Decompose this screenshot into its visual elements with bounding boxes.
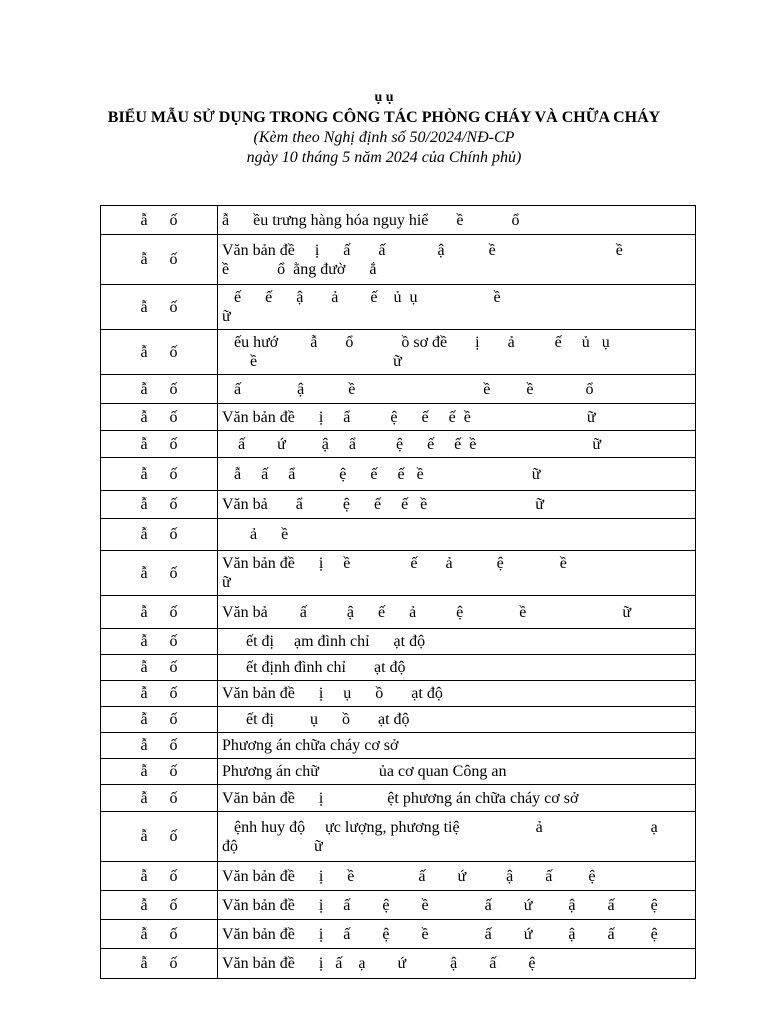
form-name-line: ấ ứ ậ ẩ ệ ế ế ề ữ bbox=[222, 435, 602, 453]
form-name-line: Văn bả ẩ ệ ế ế ề ữ bbox=[222, 496, 544, 513]
table-row bbox=[101, 629, 696, 655]
form-name-line: Văn bản đề ị ề ấ ứ ậ ấ ệ bbox=[222, 867, 596, 885]
form-name-line: ấ ậ ề ề ề ổ bbox=[222, 380, 594, 398]
form-name-line: Văn bản đề ị ấ ạ ứ ậ ấ ệ bbox=[222, 955, 536, 972]
table-row bbox=[101, 920, 696, 949]
page-subtitle-decree: (Kèm theo Nghị định số 50/2024/NĐ-CP bbox=[253, 129, 515, 146]
form-name-line: ếu hướ ẫ ổ ồ sơ đề ị ả ế ủ ụ bbox=[222, 334, 610, 351]
form-code-number: ố bbox=[169, 633, 178, 650]
form-name-line: Văn bản đề ị ụ ồ ạt độ bbox=[222, 685, 443, 702]
form-name-cell bbox=[218, 862, 696, 891]
form-code-prefix: ẫ bbox=[140, 867, 148, 885]
form-code-cell bbox=[101, 375, 218, 404]
form-code-number: ố bbox=[169, 659, 178, 676]
form-code-cell bbox=[101, 891, 218, 920]
form-code-prefix: ẫ bbox=[140, 343, 148, 361]
form-name-line: ữ bbox=[222, 308, 231, 325]
form-code-number: ố bbox=[169, 298, 178, 316]
form-name-cell bbox=[218, 707, 696, 733]
form-code-number: ố bbox=[169, 925, 178, 943]
form-name-line: ết đị ạm đình chỉ ạt độ bbox=[222, 633, 426, 650]
form-code-prefix: ẫ bbox=[140, 603, 148, 621]
form-code-prefix: ẫ bbox=[140, 711, 148, 728]
form-code-cell bbox=[101, 551, 218, 596]
table-row bbox=[101, 235, 696, 285]
form-code-cell bbox=[101, 235, 218, 285]
form-code-number: ố bbox=[169, 408, 178, 426]
form-code-cell bbox=[101, 491, 218, 519]
form-name-cell bbox=[218, 551, 696, 596]
page-title: BIỂU MẪU SỬ DỤNG TRONG CÔNG TÁC PHÒNG CHÁY VÀ CHỮA CHÁY bbox=[107, 109, 661, 126]
form-name-line: Văn bản đề ị ề ế ả ệ ề bbox=[222, 555, 567, 572]
form-code-number: ố bbox=[169, 251, 178, 268]
form-code-cell bbox=[101, 681, 218, 707]
form-name-cell bbox=[218, 655, 696, 681]
form-code-prefix: ẫ bbox=[140, 526, 148, 543]
table-row bbox=[101, 431, 696, 458]
form-name-line: Phương án chữ ủa cơ quan Công an bbox=[222, 763, 507, 780]
form-name-cell bbox=[218, 785, 696, 812]
form-code-prefix: ẫ bbox=[140, 251, 148, 268]
form-name-line: ả ề bbox=[222, 526, 289, 543]
form-name-line: ế ế ậ ả ế ủ ụ ề bbox=[222, 289, 501, 306]
form-name-cell bbox=[218, 629, 696, 655]
form-code-number: ố bbox=[169, 564, 178, 582]
form-code-number: ố bbox=[169, 955, 178, 972]
form-code-number: ố bbox=[169, 685, 178, 702]
form-code-cell bbox=[101, 285, 218, 330]
form-code-prefix: ẫ bbox=[140, 298, 148, 316]
form-name-line: Văn bả ấ ậ ế ả ệ ề ữ bbox=[222, 603, 632, 621]
form-code-number: ố bbox=[169, 343, 178, 361]
table-row bbox=[101, 891, 696, 920]
form-name-line: ề ữ bbox=[222, 353, 402, 370]
form-name-cell bbox=[218, 519, 696, 551]
form-code-cell bbox=[101, 629, 218, 655]
form-code-prefix: ẫ bbox=[140, 955, 148, 972]
form-name-cell bbox=[218, 681, 696, 707]
forms-table-body bbox=[101, 206, 696, 979]
table-row bbox=[101, 551, 696, 596]
form-name-line: Văn bản đề ị ấ ấ ậ ề ề bbox=[222, 241, 623, 259]
form-code-number: ố bbox=[169, 211, 178, 229]
table-row bbox=[101, 375, 696, 404]
form-code-number: ố bbox=[169, 896, 178, 914]
table-row bbox=[101, 949, 696, 979]
form-code-cell bbox=[101, 920, 218, 949]
form-code-number: ố bbox=[169, 465, 178, 483]
form-name-cell bbox=[218, 458, 696, 491]
form-name-line: ề ổ ằng đườ ắ bbox=[222, 260, 377, 278]
form-code-cell bbox=[101, 655, 218, 681]
form-code-number: ố bbox=[169, 763, 178, 780]
form-code-cell bbox=[101, 707, 218, 733]
form-code-number: ố bbox=[169, 603, 178, 621]
form-code-prefix: ẫ bbox=[140, 408, 148, 426]
page-subtitle-date: ngày 10 tháng 5 năm 2024 của Chính phủ) bbox=[246, 149, 522, 166]
form-name-line: Phương án chữa cháy cơ sở bbox=[222, 737, 399, 754]
form-code-prefix: ẫ bbox=[140, 828, 148, 845]
form-code-number: ố bbox=[169, 435, 178, 453]
form-name-cell bbox=[218, 375, 696, 404]
form-name-line: ệnh huy độ ực lượng, phương tiệ ả ạ bbox=[222, 818, 658, 836]
form-name-cell bbox=[218, 330, 696, 375]
form-code-cell bbox=[101, 330, 218, 375]
form-name-line: Văn bản đề ị ấ ệ ề ấ ứ ậ ấ ệ bbox=[222, 925, 658, 943]
form-name-cell bbox=[218, 206, 696, 235]
form-code-cell bbox=[101, 519, 218, 551]
form-name-line: Văn bản đề ị ẩ ệ ế ế ề ữ bbox=[222, 408, 596, 426]
forms-table bbox=[100, 205, 696, 979]
form-name-cell bbox=[218, 920, 696, 949]
form-name-cell bbox=[218, 431, 696, 458]
form-name-line: Văn bản đề ị ấ ệ ề ấ ứ ậ ấ ệ bbox=[222, 896, 658, 914]
form-code-number: ố bbox=[169, 380, 178, 398]
form-name-cell bbox=[218, 891, 696, 920]
table-row bbox=[101, 733, 696, 759]
table-row bbox=[101, 812, 696, 862]
table-row bbox=[101, 285, 696, 330]
form-name-cell bbox=[218, 812, 696, 862]
form-code-prefix: ẫ bbox=[140, 737, 148, 754]
form-name-line: độ ữ bbox=[222, 837, 323, 855]
form-code-cell bbox=[101, 596, 218, 629]
form-code-prefix: ẫ bbox=[140, 564, 148, 582]
form-code-prefix: ẫ bbox=[140, 896, 148, 914]
form-name-cell bbox=[218, 596, 696, 629]
form-code-cell bbox=[101, 949, 218, 979]
form-code-prefix: ẫ bbox=[140, 496, 148, 513]
form-code-cell bbox=[101, 812, 218, 862]
form-code-number: ố bbox=[169, 867, 178, 885]
form-code-prefix: ẫ bbox=[140, 925, 148, 943]
form-code-number: ố bbox=[169, 526, 178, 543]
form-name-line: ết định đình chỉ ạt độ bbox=[222, 659, 406, 676]
table-row bbox=[101, 759, 696, 785]
form-code-cell bbox=[101, 862, 218, 891]
table-row bbox=[101, 681, 696, 707]
form-name-cell bbox=[218, 759, 696, 785]
form-code-prefix: ẫ bbox=[140, 465, 148, 483]
header-small-line: ụ ụ bbox=[374, 90, 394, 105]
form-code-prefix: ẫ bbox=[140, 435, 148, 453]
table-row bbox=[101, 596, 696, 629]
form-name-cell bbox=[218, 404, 696, 431]
table-row bbox=[101, 862, 696, 891]
form-name-cell bbox=[218, 491, 696, 519]
form-name-line: ữ bbox=[222, 574, 231, 591]
form-name-line: ết đị ụ ồ ạt độ bbox=[222, 711, 410, 728]
table-row bbox=[101, 785, 696, 812]
form-name-cell bbox=[218, 235, 696, 285]
form-code-prefix: ẫ bbox=[140, 211, 148, 229]
form-code-cell bbox=[101, 785, 218, 812]
form-code-prefix: ẫ bbox=[140, 763, 148, 780]
form-code-cell bbox=[101, 759, 218, 785]
form-code-prefix: ẫ bbox=[140, 685, 148, 702]
form-code-cell bbox=[101, 404, 218, 431]
form-code-number: ố bbox=[169, 737, 178, 754]
form-code-number: ố bbox=[169, 711, 178, 728]
form-name-line: ẫ ều trưng hàng hóa nguy hiể ề ổ bbox=[222, 211, 520, 229]
form-code-cell bbox=[101, 431, 218, 458]
table-row bbox=[101, 491, 696, 519]
form-name-cell bbox=[218, 733, 696, 759]
form-code-cell bbox=[101, 458, 218, 491]
table-row bbox=[101, 458, 696, 491]
form-code-number: ố bbox=[169, 789, 178, 807]
table-row bbox=[101, 655, 696, 681]
form-code-number: ố bbox=[169, 828, 178, 845]
table-row bbox=[101, 519, 696, 551]
table-row bbox=[101, 707, 696, 733]
form-code-number: ố bbox=[169, 496, 178, 513]
table-row bbox=[101, 206, 696, 235]
form-name-cell bbox=[218, 949, 696, 979]
form-name-cell bbox=[218, 285, 696, 330]
form-code-cell bbox=[101, 206, 218, 235]
table-row bbox=[101, 330, 696, 375]
table-row bbox=[101, 404, 696, 431]
form-code-prefix: ẫ bbox=[140, 789, 148, 807]
form-name-line: ẫ ấ ẩ ệ ế ế ề ữ bbox=[222, 465, 541, 483]
form-name-line: Văn bản đề ị ệt phương án chữa cháy cơ sở bbox=[222, 789, 579, 807]
form-code-prefix: ẫ bbox=[140, 659, 148, 676]
form-code-prefix: ẫ bbox=[140, 633, 148, 650]
form-code-prefix: ẫ bbox=[140, 380, 148, 398]
form-code-cell bbox=[101, 733, 218, 759]
